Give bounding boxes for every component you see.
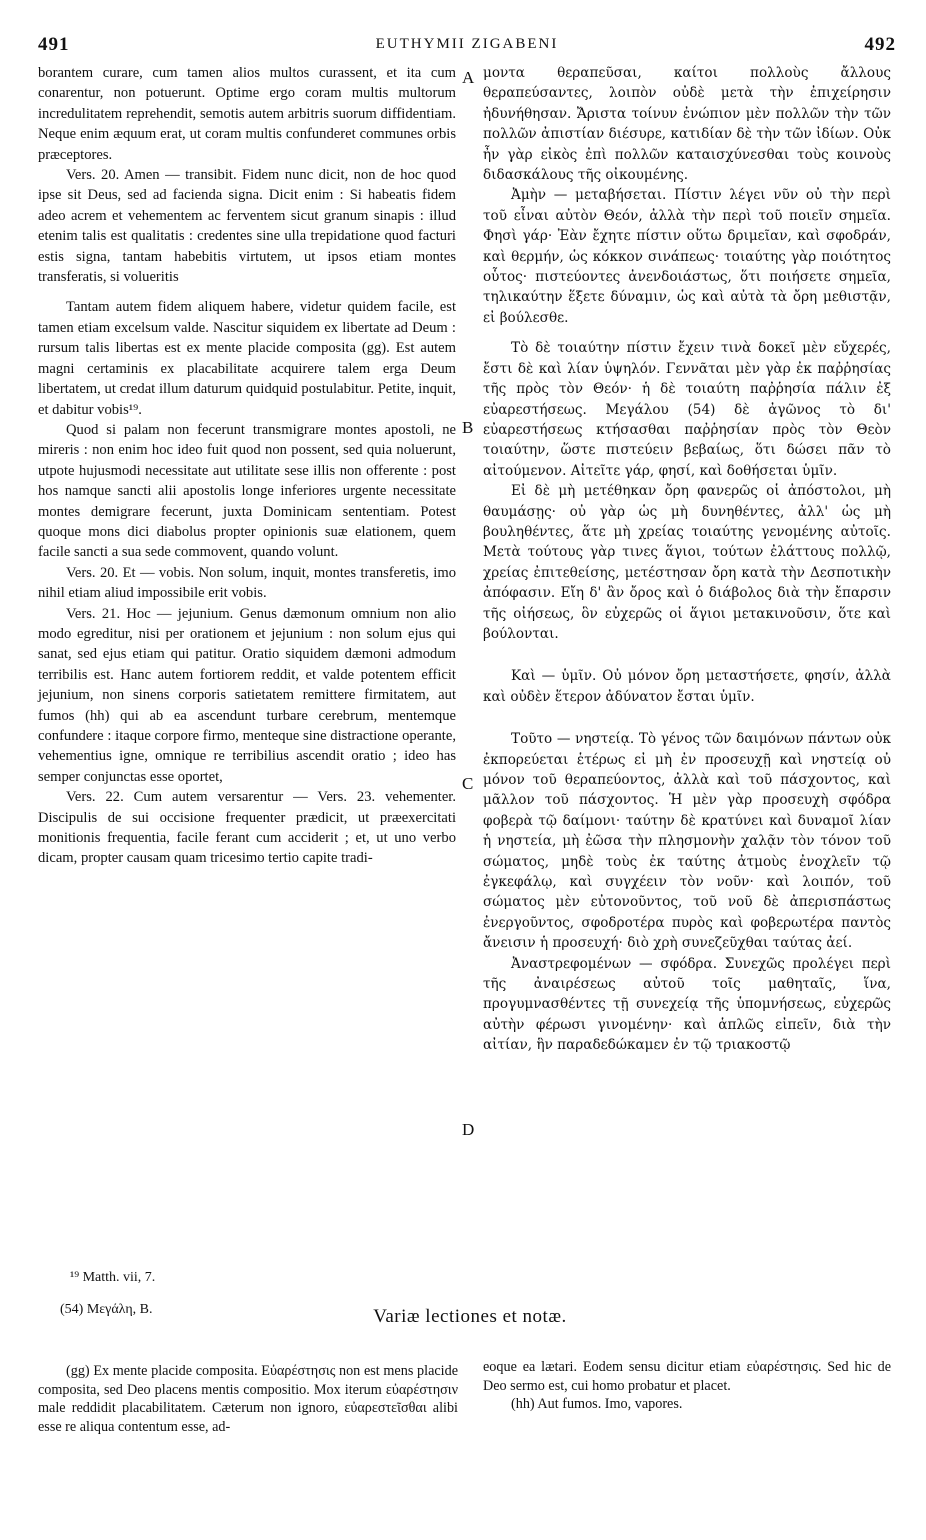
greek-paragraph: Ἀναστρεφομένων — σφόδρα. Συνεχῶς προλέγει περὶ τῆς ἀναιρέσεως αὐτοῦ τοῖς μαθηταῖς, ἵνα, προγυμνασθέντες τῇ συνεχείᾳ τῆς ὑπομνήσεως, εὐχερῶς αὐτὴν φέρωσι γινομένην· καὶ ἁπλῶς εἰπεῖν, διὰ τὴν αἰτίαν, ἣν παραδεδώκαμεν ἐν τῷ τριακοστῷ	[483, 955, 891, 1054]
latin-paragraph: Vers. 21. Hoc — jejunium. Genus dæmonum omnium non alio modo egreditur, nisi per orationem et jejunium : non solum ejus qui sanat, sed ejus etiam qui patitur. Oratio siquidem dæmoni admodum terribilis est. Hanc autem fortiorem reddit, et valde potentem efficit jejunium, non sinens corporis satietatem remittere firmitatem, aut fumos (hh) qui ab ea ascendunt turbare cerebrum, mentemque confundere : itaque corpore firmo, menteque sine distractione operante, vehementius igne, omnique re terribilius ascendit oratio ; ideo has semper conjunctas esse oportet,	[38, 605, 456, 785]
greek-paragraph: Τὸ δὲ τοιαύτην πίστιν ἔχειν τινὰ δοκεῖ μὲν εὔχερές, ἔστι δὲ καὶ λίαν ὑψηλόν. Γεννᾶται μὲν γὰρ ἐκ παῤῥησίας τῆς πρὸς τὸν Θεόν· ἡ δὲ τοιαύτη παῤῥησία πάλιν ἐξ εὐαρεστήσεως. Μεγάλου (54) δὲ ἀγῶνος τὸ δι' εὐαρεστήσεως κτήσασθαι παῤῥησίαν πρὸς τὸν Θεὸν τοιαύτην, ὥστε πιστεύειν βεβαίως, ὅτι δώσει πᾶν τὸ αἰτούμενον. Αἰτεῖτε γάρ, φησί, καὶ δοθήσεται ὑμῖν.	[483, 340, 891, 479]
note-gg-continued: eoque ea lætari. Eodem sensu dicitur etiam εὐαρέστησις. Sed hic de Deo sermo est, cui homo probatur et placet.	[483, 1359, 891, 1394]
note-gg: (gg) Ex mente placide composita. Εὐαρέστησις non est mens placide composita, sed Deo placens mentis compositio. Mox iterum εὐαρέστησιν male reddidit placabilitatem. Cæterum non ignoro, εὐαρεστεῖσθαι alibi esse re aliqua contentum esse, ad-	[38, 1363, 458, 1435]
greek-paragraph: Τοῦτο — νηστείᾳ. Τὸ γένος τῶν δαιμόνων πάντων οὐκ ἐκπορεύεται ἑτέρως εἰ μὴ ἐν προσευχῇ καὶ νηστείᾳ οὐ μόνον τοῦ θεραπεύοντος, ἀλλὰ καὶ τοῦ πάσχοντος, καὶ μᾶλλον τοῦ πάσχοντος. Ἡ μὲν γὰρ προσευχὴ σφόδρα φοβερὰ τῷ δαίμονι· ταύτην δὲ κρατύνει καὶ δυναμοῖ λίαν ἡ νηστεία, μὴ ἐῶσα τὴν πλησμονὴν χαλᾷν τὸν τόνον τοῦ σώματος, μηδὲ τοὺς ἐκ ταύτης ἀτμοὺς ἐνοχλεῖν τῷ ἐγκεφάλῳ, καὶ συγχέειν τὸν νοῦν· καὶ λοιπόν, τοῦ σώματος μὲν εὐτονοῦντος, τοῦ νοῦ δὲ ἀπερισπάστως ἐνεργοῦντος, σφοδροτέρα πυρὸς καὶ φοβερωτέρα παντὸς ἄνεισιν ἡ προσευχή· διὸ χρὴ συνεζεῦχθαι ταύτας ἀεί.	[483, 731, 891, 952]
greek-paragraph: Εἰ δὲ μὴ μετέθηκαν ὄρη φανερῶς οἱ ἀπόστολοι, μὴ θαυμάσῃς· οὐ γὰρ ὡς μὴ δυνηθέντες, ἀλλ' ὡς μὴ βουληθέντες, ἅτε μὴ χρείας τοιαύτης γενομένης αὐτοῖς. Μετὰ τούτους γὰρ τινες ἅγιοι, τούτων ἐλάττους πολλῷ, χρείας ἐπιτεθείσης, μετέστησαν ὄρη κατὰ τὴν Δεσποτικὴν ἀπόφασιν. Εἴη δ' ἂν ὄρος καὶ ὁ διάβολος διὰ τὴν ἔπαρσιν τῆς οἰήσεως, ὃν εὐχερῶς οἱ ἅγιοι μετακινοῦσιν, ὅτε καὶ βούλονται.	[483, 483, 891, 642]
latin-paragraph: Vers. 20. Et — vobis. Non solum, inquit, montes transferetis, imo nihil etiam aliud impossibile erit vobis.	[38, 564, 456, 602]
latin-column	[38, 63, 456, 869]
footnote-matth: ¹⁹ Matth. vii, 7.	[70, 1270, 156, 1285]
margin-marker-c: C	[462, 774, 474, 793]
notes-heading: Variæ lectiones et notæ.	[373, 1306, 567, 1327]
latin-paragraph: Vers. 22. Cum autem versarentur — Vers. 23. vehementer. Discipulis de sui occisione frequenter prædicit, ut præexercitati monitionis frequentia, facile ferant cum acciderit ; et, ut uno verbo dicam, propter causam quam tricesimo tertio capite tradi-	[38, 789, 456, 867]
page-number-right: 492	[864, 34, 896, 55]
margin-marker-d: D	[462, 1120, 475, 1139]
page-number-left: 491	[38, 34, 70, 55]
latin-paragraph: Tantam autem fidem aliquem habere, videtur quidem facile, est tamen etiam excelsum valde. Nascitur siquidem ex libertate ad Deum : rursum talis libertas est ex mente placide composita (gg). Est autem magni certaminis ex placabilitate acquirere talem erga Deum libertatem, ut credat illum daturum quidquid postulabitur. Petite, inquit, et dabitur vobis¹⁹.	[38, 299, 456, 418]
margin-marker-b: B	[462, 418, 474, 437]
greek-column	[483, 63, 891, 1056]
greek-paragraph: μοντα θεραπεῦσαι, καίτοι πολλοὺς ἄλλους θεραπεύσαντες, λοιπὸν οὐδὲ μετὰ τὴν ἐπιχείρησιν ἠδυνήθησαν. Ἄριστα τοίνυν ἐνώπιον μὲν πολλῶν τὴν τῶν πολλῶν ἀπιστίαν διέσυρε, κατιδίαν δὲ τὴν τῶν ἰδίων. Οὐκ ἦν γὰρ εἰκὸς ἐπὶ πολλῶν καταισχύνεσθαι τοὺς κοινοὺς διδασκάλους τῆς οἰκουμένης.	[483, 65, 891, 184]
running-title: EUTHYMII ZIGABENI	[375, 36, 559, 52]
latin-paragraph: Quod si palam non fecerunt transmigrare montes apostoli, ne mireris : non enim hoc ideo fuit quod non possent, sed quia noluerunt, utpote hujusmodi necessitate aut utilitate sese illis non offerente : post hos namque sancti alii apostolis longe inferiores urgente necessitate montes demigrare fecerunt, juxta Dominicam sententiam. Potest quoque mons dici diabolus propter opinionis suæ elationem, quem facile sancti a sua sede commovent, quando volunt.	[38, 421, 456, 561]
notes-right-column	[483, 1358, 891, 1414]
greek-paragraph: Ἀμὴν — μεταβήσεται. Πίστιν λέγει νῦν οὐ τὴν περὶ τοῦ εἶναι αὐτὸν Θεόν, ἀλλὰ τὴν περὶ τοῦ ποιεῖν σημεῖα. Φησὶ γάρ· Ἐὰν ἔχητε πίστιν οὕτω δριμεῖαν, καὶ σφοδράν, καὶ θερμήν, ὡς κόκκον σινάπεως· τοιαύτης γὰρ ποιότητος οὗτος· πιστεύοντες ἀνενδοιάστως, ὅτι ποιήσετε σημεῖα, τηλικαύτην ἕξετε δύναμιν, ὡς καὶ αὐτὰ τὰ ὄρη μεθιστᾷν, εἰ βούλεσθε.	[483, 187, 891, 326]
page-header	[38, 34, 896, 64]
latin-paragraph: Vers. 20. Amen — transibit. Fidem nunc dicit, non de hoc quod ipse sit Deus, sed ad facienda signa. Dicit enim : Si habeatis fidem adeo acrem et vehementem ac ferventem sicut granum sinapis : illud etenim talis est qualitatis : credentes sine ulla trepidatione quod facturi estis signa, tantam habebitis virtutem, ut ipsos etiam montes transferatis, si volueritis	[38, 167, 456, 286]
note-hh: (hh) Aut fumos. Imo, vapores.	[511, 1396, 683, 1413]
notes-left-column	[38, 1362, 458, 1436]
margin-marker-a: A	[462, 68, 475, 87]
greek-paragraph: Καὶ — ὑμῖν. Οὐ μόνον ὄρη μεταστήσετε, φησίν, ἀλλὰ καὶ οὐδὲν ἕτερον ἀδύνατον ἔσται ὑμῖν.	[483, 668, 891, 705]
footnote-variant-54: (54) Μεγάλη, B.	[60, 1302, 153, 1317]
latin-paragraph: borantem curare, cum tamen alios multos curassent, et ita cum conarentur, non potuerunt. Optime ergo coram multis multorum incredulitatem reprehendit, semotis autem arbitris suorum diffidentiam. Neque enim æquum erat, ut coram multis confunderet communes orbis præceptores.	[38, 65, 456, 163]
